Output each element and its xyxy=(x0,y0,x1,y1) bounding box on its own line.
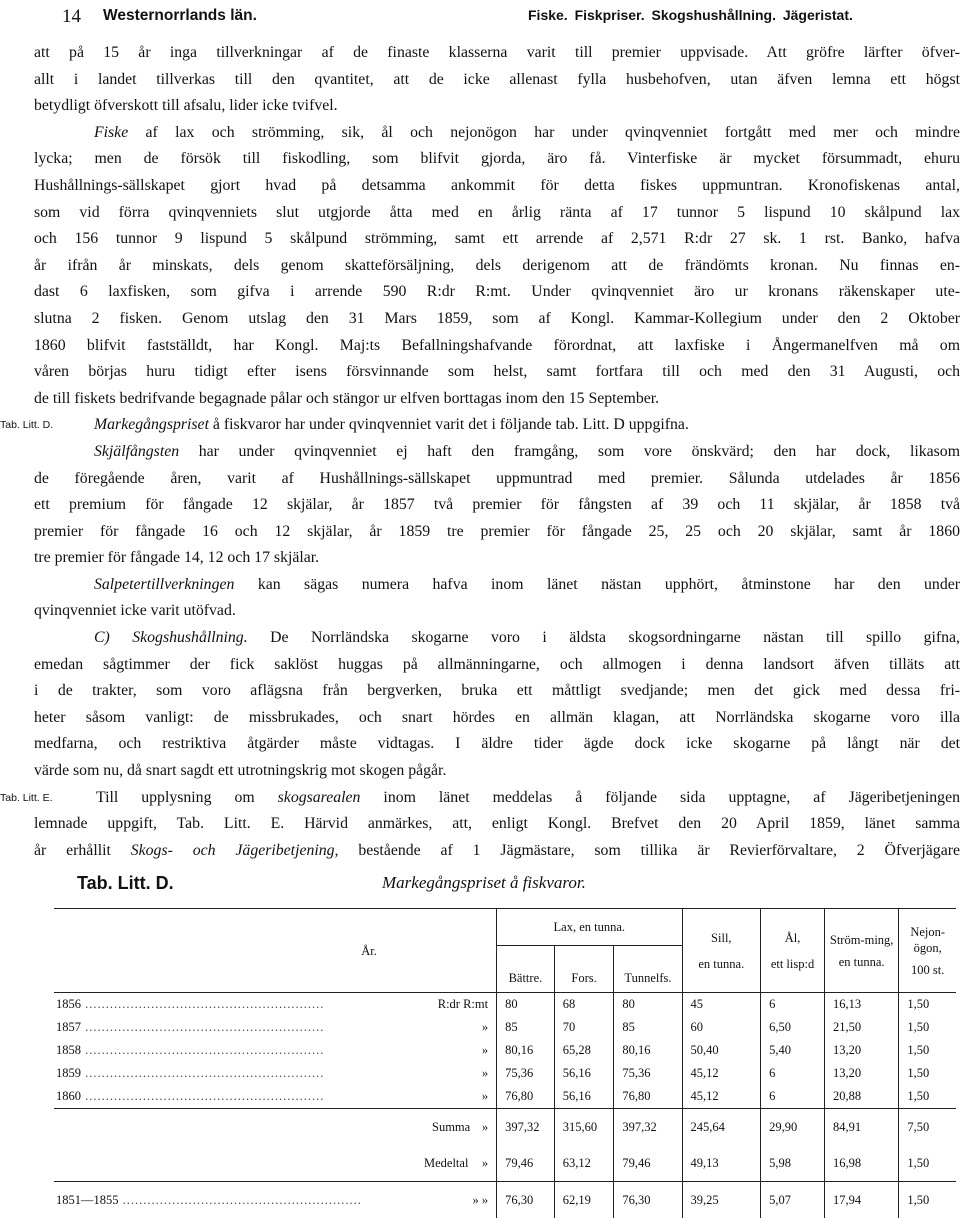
table-cell: 75,36 xyxy=(614,1062,682,1085)
table-cell: 5,07 xyxy=(761,1182,825,1218)
table-cell: 5,40 xyxy=(761,1039,825,1062)
text-line: lemnade uppgift, Tab. Litt. E. Härvid anmärkes, att, enligt Kongl. Brefvet den 20 April 1859, länet samma xyxy=(34,811,960,838)
table-cell: 1,50 xyxy=(899,1145,956,1182)
section-heading-skogshushallning: C) Skogshushållning. xyxy=(94,629,248,646)
fish-price-table xyxy=(54,908,956,1218)
table-cell: 45 xyxy=(682,993,761,1017)
table-cell: 84,91 xyxy=(824,1109,898,1146)
table-cell: 80 xyxy=(497,993,555,1017)
table-cell: 68 xyxy=(554,993,614,1017)
table-cell: 21,50 xyxy=(824,1016,898,1039)
table-cell: 65,28 xyxy=(554,1039,614,1062)
column-header-tunnelfs: Tunnelfs. xyxy=(614,946,682,993)
text-line: de till fiskets bedrifvande begagnade pålar och stängor ur elfven borttagas inom den 15 September. xyxy=(34,386,960,413)
table-cell: 60 xyxy=(682,1016,761,1039)
term-markegangspriset: Markegångspriset xyxy=(94,416,209,433)
table-cell: 397,32 xyxy=(497,1109,555,1146)
text-line: Hushållnings-sällskapet gjort hvad på detsamma ankommit för detta fiskes uppmuntran. Kronofiskenas antal, xyxy=(34,173,960,200)
table-cell: 79,46 xyxy=(497,1145,555,1182)
running-title: Westernorrlands län. xyxy=(103,7,257,25)
term-skogs-jageribetjening: Skogs- och Jägeribetjening, xyxy=(131,842,339,859)
table-cell: 397,32 xyxy=(614,1109,682,1146)
table-row xyxy=(54,993,956,1017)
text-span: å fiskvaror har under qvinqvenniet varit det i följande tab. Litt. D uppgifna. xyxy=(209,416,689,433)
table-cell: 5,98 xyxy=(761,1145,825,1182)
row-label: 1859 .......................................................... » xyxy=(54,1062,497,1085)
column-header-al: Ål, ett lisp:d xyxy=(761,909,825,993)
text-line: lycka; men de försök till fiskodling, som blifvit gjorda, äro få. Vinterfiske är mycket försummadt, ehuru xyxy=(34,146,960,173)
text-line: ett premium för fångade 12 skjälar, år 1857 två premier för fångsten af 39 och 11 skjälar, år 1858 två xyxy=(34,492,960,519)
text-span: af lax och strömming, sik, ål och nejonögon har under qvinqvenniet fortgått med mer och mindre xyxy=(128,124,960,141)
column-header-sill: Sill, en tunna. xyxy=(682,909,761,993)
text-line xyxy=(34,120,960,147)
column-header-nejonogon: Nejon-ögon, 100 st. xyxy=(899,909,956,993)
table-row xyxy=(54,1039,956,1062)
text-line: emedan sågtimmer der fick saklöst huggas på allmänningarne, och allmogen i denna landsort äfven tilläts att xyxy=(34,652,960,679)
row-label: 1857 .......................................................... » xyxy=(54,1016,497,1039)
table-cell: 79,46 xyxy=(614,1145,682,1182)
text-line: qvinqvenniet icke varit utöfvad. xyxy=(34,598,960,625)
column-header-battre: Bättre. xyxy=(497,946,555,993)
text-line: de föregående åren, varit af Hushållnings-sällskapet uppmuntrad med premier. Sålunda utdelades år 1856 xyxy=(34,466,960,493)
table-cell: 76,30 xyxy=(614,1182,682,1218)
table-row xyxy=(54,1062,956,1085)
table-cell: 13,20 xyxy=(824,1062,898,1085)
column-header-year: År. xyxy=(54,909,497,993)
text-line: slutna 2 fisken. Genom utslag den 31 Mars 1859, som af Kongl. Kammar-Kollegium under den 2 Oktober xyxy=(34,306,960,333)
table-caption: Markegångspriset å fiskvaror. xyxy=(382,873,586,893)
table-cell: 85 xyxy=(614,1016,682,1039)
row-label: 1858 .......................................................... » xyxy=(54,1039,497,1062)
table-cell: 1,50 xyxy=(899,1085,956,1109)
table-cell: 85 xyxy=(497,1016,555,1039)
text-line xyxy=(34,838,960,865)
text-line: att på 15 år inga tillverkningar af de finaste klasserna varit till premier uppvisade. Att gröfre lärfter öfver- xyxy=(34,40,960,67)
text-line xyxy=(34,625,960,652)
text-line: värde som nu, då snart sagdt ett utrotningskrig mot skogen pågår. xyxy=(34,758,960,785)
table-cell: 80 xyxy=(614,993,682,1017)
table-cell: 63,12 xyxy=(554,1145,614,1182)
row-label: 1856 .......................................................... R:dr R:mt xyxy=(54,993,497,1017)
term-skogsarealen: skogsarealen xyxy=(278,789,361,806)
table-cell: 80,16 xyxy=(614,1039,682,1062)
term-fiske: Fiske xyxy=(94,124,128,141)
text-line: i de trakter, som voro aflägsna från bergverken, bruka ett måttligt svedjande; men det gick med dessa fri- xyxy=(34,678,960,705)
table-cell: 45,12 xyxy=(682,1062,761,1085)
table-cell: 1,50 xyxy=(899,1182,956,1218)
table-cell: 80,16 xyxy=(497,1039,555,1062)
table-cell: 70 xyxy=(554,1016,614,1039)
text-span: kan sägas numera hafva inom länet nästan upphört, åtminstone har den under xyxy=(234,576,960,593)
text-line: tre premier för fångade 14, 12 och 17 skjälar. xyxy=(34,545,960,572)
table-cell: 56,16 xyxy=(554,1085,614,1109)
table-cell: 62,19 xyxy=(554,1182,614,1218)
table-cell: 315,60 xyxy=(554,1109,614,1146)
text-span: år erhållit xyxy=(34,842,131,859)
row-label: Summa » xyxy=(54,1109,497,1146)
table-title xyxy=(0,868,960,898)
table-cell: 76,30 xyxy=(497,1182,555,1218)
table-cell: 50,40 xyxy=(682,1039,761,1062)
text-span: Till upplysning om xyxy=(96,789,278,806)
column-header-stromming: Ström-ming, en tunna. xyxy=(824,909,898,993)
term-skjalfangsten: Skjälfångsten xyxy=(94,443,179,460)
text-line: år ifrån år minskats, dels genom skatteförsäljning, dels derigenom att de frändömts kronan. Nu finnas en- xyxy=(34,253,960,280)
table-cell: 29,90 xyxy=(761,1109,825,1146)
text-span: har under qvinqvenniet ej haft den framgång, som vore önskvärd; den har dock, likasom xyxy=(179,443,960,460)
margin-note: Tab. Litt. D. xyxy=(0,412,53,439)
text-line xyxy=(34,439,960,466)
text-span: De Norrländska skogarne voro i äldsta skogsordningarne nästan till spillo gifna, xyxy=(248,629,960,646)
column-header-lax: Lax, en tunna. xyxy=(497,909,682,946)
table-cell: 1,50 xyxy=(899,1016,956,1039)
text-line xyxy=(34,785,960,812)
table-row xyxy=(54,1085,956,1109)
table-cell: 45,12 xyxy=(682,1085,761,1109)
table-cell: 1,50 xyxy=(899,1039,956,1062)
text-line: 1860 blifvit fastställdt, har Kongl. Maj:ts Befallningshafvande förordnat, att laxfiske i Ångermanelfven må om xyxy=(34,333,960,360)
table-cell: 56,16 xyxy=(554,1062,614,1085)
table-cell: 76,80 xyxy=(497,1085,555,1109)
text-line xyxy=(34,572,960,599)
term-salpetertillverkningen: Salpetertillverkningen xyxy=(94,576,234,593)
row-label: Medeltal » xyxy=(54,1145,497,1182)
text-line: dast 6 laxfisken, som gifva i arrende 590 R:dr R:mt. Under qvinqvenniet äro ur kronans räkenskaper ute- xyxy=(34,279,960,306)
text-line: våren börjas huru tidigt efter isens försvinnande som helst, samt fortfara till och med den 31 Augusti, och xyxy=(34,359,960,386)
table-row xyxy=(54,1145,956,1182)
page-number: 14 xyxy=(62,6,81,28)
text-line: premier för fångade 16 och 12 skjälar, år 1859 tre premier för fångade 25, 25 och 20 skjälar, samt år 1860 xyxy=(34,519,960,546)
table-cell: 7,50 xyxy=(899,1109,956,1146)
table-cell: 6,50 xyxy=(761,1016,825,1039)
body-text xyxy=(34,40,960,864)
table-cell: 1,50 xyxy=(899,1062,956,1085)
text-span: inom länet meddelas å följande sida upptagne, af Jägeribetjeningen xyxy=(360,789,960,806)
table-row xyxy=(54,1109,956,1146)
page-header xyxy=(0,6,960,30)
margin-note: Tab. Litt. E. xyxy=(0,785,53,812)
table-cell: 13,20 xyxy=(824,1039,898,1062)
table-cell: 39,25 xyxy=(682,1182,761,1218)
table-cell: 75,36 xyxy=(497,1062,555,1085)
text-line: som vid förra qvinqvenniets slut utgjorde åtta med en årlig ränta af 17 tunnor 5 lispund 10 skålpund lax xyxy=(34,200,960,227)
table-label: Tab. Litt. D. xyxy=(77,873,174,894)
table-cell: 6 xyxy=(761,1085,825,1109)
table-cell: 1,50 xyxy=(899,993,956,1017)
table-cell: 16,13 xyxy=(824,993,898,1017)
column-header-fors: Fors. xyxy=(554,946,614,993)
table-cell: 20,88 xyxy=(824,1085,898,1109)
table-cell: 16,98 xyxy=(824,1145,898,1182)
text-line: allt i landet tillverkas till den qvantitet, att de icke allenast fylla husbehofven, utan äfven lemna ett högst xyxy=(34,67,960,94)
row-label: 1860 .......................................................... » xyxy=(54,1085,497,1109)
text-line: betydligt öfverskott till afsalu, lider icke tvifvel. xyxy=(34,93,960,120)
table-cell: 76,80 xyxy=(614,1085,682,1109)
text-line: heter såsom vanligt: de missbrukades, och snart hördes en allmän klagan, att Norrländska skogarne voro illa xyxy=(34,705,960,732)
table-cell: 49,13 xyxy=(682,1145,761,1182)
text-line: och 156 tunnor 9 lispund 5 skålpund strömming, samt ett arrende af 2,571 R:dr 27 sk. 1 rst. Banko, hafva xyxy=(34,226,960,253)
section-tags: Fiske. Fiskpriser. Skogshushållning. Jägeristat. xyxy=(528,7,853,23)
row-label: 1851—1855 .......................................................... » » xyxy=(54,1182,497,1218)
text-span: bestående af 1 Jägmästare, som tillika är Revierförvaltare, 2 Öfverjägare xyxy=(339,842,960,859)
table-cell: 245,64 xyxy=(682,1109,761,1146)
table-cell: 17,94 xyxy=(824,1182,898,1218)
table-cell: 6 xyxy=(761,1062,825,1085)
text-line: medfarna, och restriktiva åtgärder måste vidtagas. I äldre tider ägde dock icke skogarne på långt när det xyxy=(34,731,960,758)
table-cell: 6 xyxy=(761,993,825,1017)
text-line xyxy=(34,412,960,439)
table-row xyxy=(54,1016,956,1039)
